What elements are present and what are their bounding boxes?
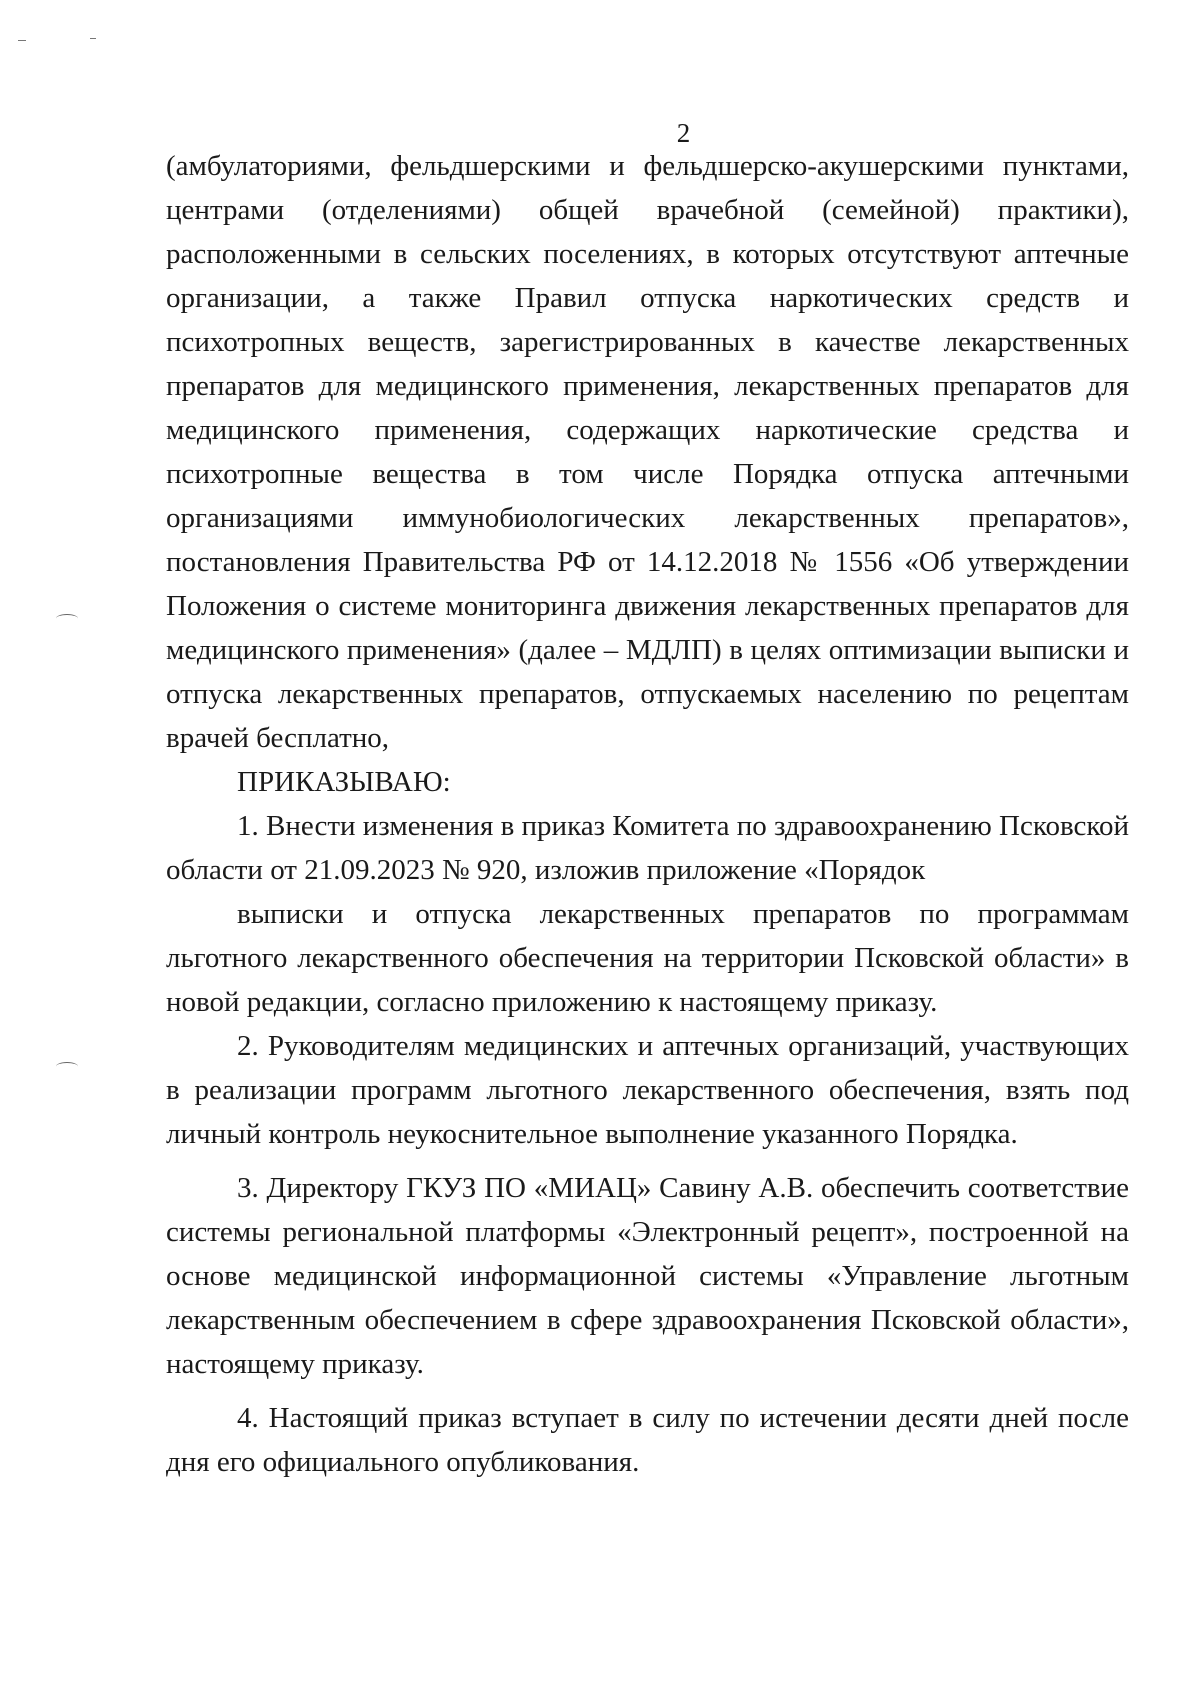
preamble-paragraph: (амбулаториями, фельдшерскими и фельдшерско-акушерскими пунктами, центрами (отделениями) общей врачебной (семейной) практики), расположенными в сельских поселениях, в которых отсутствуют аптечные организации, а также Правил отпуска наркотических средств и психотропных веществ, зарегистрированных в качестве лекарственных препаратов для медицинского применения, лекарственных препаратов для медицинского применения, содержащих наркотические средства и психотропные вещества в том числе Порядка отпуска аптечными организациями иммунобиологических лекарственных препаратов», постановления Правительства РФ от 14.12.2018 № 1556 «Об утверждении Положения о системе мониторинга движения лекарственных препаратов для медицинского применения» (далее – МДЛП) в целях оптимизации выписки и отпуска лекарственных препаратов, отпускаемых населению по рецептам врачей бесплатно,: [166, 150, 1129, 754]
page-number: 2: [676, 118, 691, 148]
clause-1-continuation: выписки и отпуска лекарственных препаратов по программам льготного лекарственного обеспечения на территории Псковской области» в новой редакции, согласно приложению к настоящему приказу.: [166, 898, 1129, 1018]
margin-mark: [56, 1062, 78, 1071]
margin-mark: [56, 614, 78, 623]
scan-artifact: [18, 40, 26, 41]
clause-3: 3. Директору ГКУЗ ПО «МИАЦ» Савину А.В. обеспечить соответствие системы региональной платформы «Электронный рецепт», построенной на основе медицинской информационной системы «Управление льготным лекарственным обеспечением в сфере здравоохранения Псковской области», настоящему приказу.: [166, 1172, 1129, 1380]
document-body: [166, 144, 1129, 1484]
scan-artifact: [90, 38, 96, 39]
clause-1: 1. Внести изменения в приказ Комитета по здравоохранению Псковской области от 21.09.2023 № 920, изложив приложение «Порядок: [166, 810, 1129, 886]
clause-4: 4. Настоящий приказ вступает в силу по истечении десяти дней после дня его официального опубликования.: [166, 1402, 1129, 1478]
clause-2: 2. Руководителям медицинских и аптечных организаций, участвующих в реализации программ льготного лекарственного обеспечения, взять под личный контроль неукоснительное выполнение указанного Порядка.: [166, 1030, 1129, 1150]
order-heading: ПРИКАЗЫВАЮ:: [237, 766, 451, 798]
